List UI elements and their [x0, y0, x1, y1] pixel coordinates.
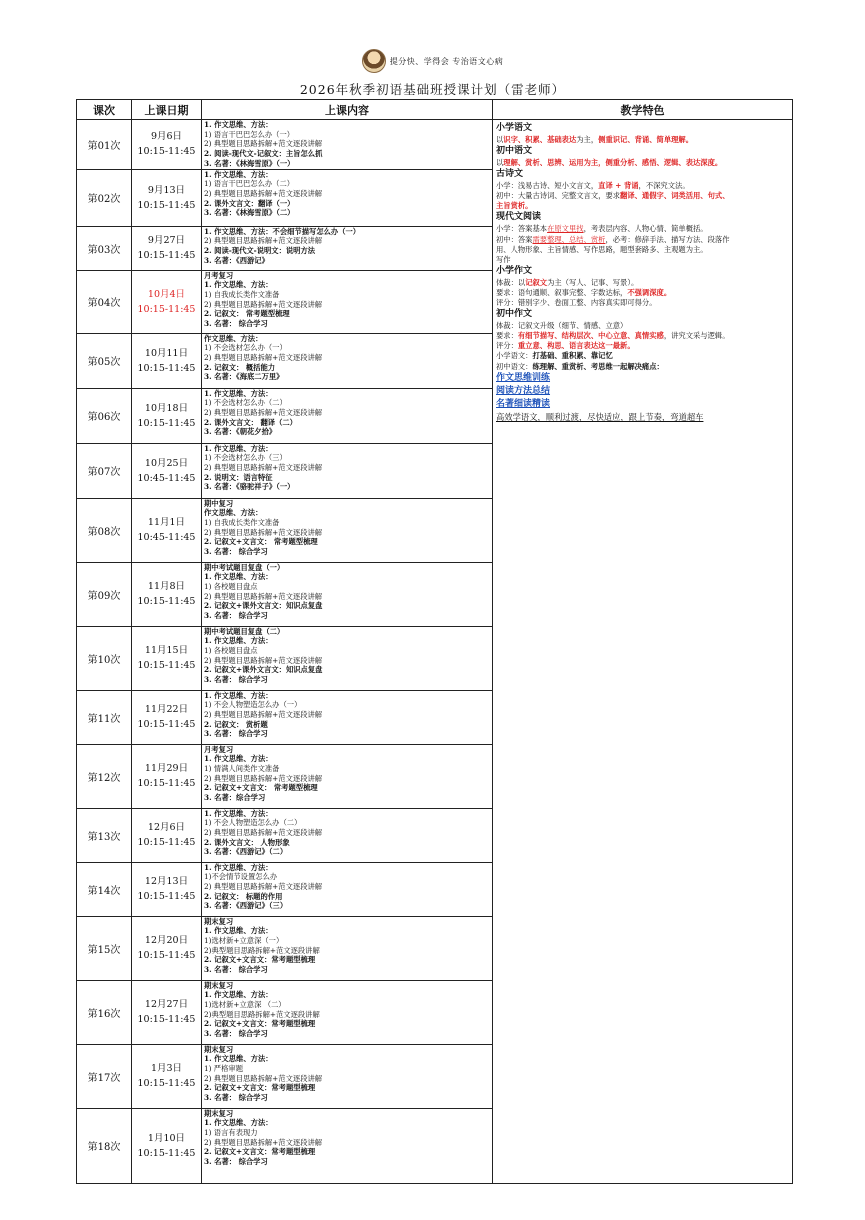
content-line: 1. 作文思维、方法：不会细节描写怎么办（一） [204, 226, 361, 236]
session-content [202, 562, 493, 626]
session-number: 第08次 [77, 498, 132, 562]
content-line: 期中考试题目复盘（二） [204, 626, 285, 636]
session-date [132, 226, 202, 270]
date-label: 9月27日 [147, 235, 186, 247]
session-number: 第06次 [77, 388, 132, 443]
content-line: 2) 典型题目思路拆解+范文逐段讲解 [204, 655, 323, 665]
session-number: 第11次 [77, 690, 132, 744]
slogan: 提分快、学得会 专治语文心病 [389, 56, 504, 66]
session-content [202, 626, 493, 690]
content-line: 1) 各校题目盘点 [204, 645, 258, 655]
content-line: 1) 不会选材怎么办（一） [204, 343, 287, 353]
content-line: 3. 名著：《林海雪原》（二） [204, 208, 295, 218]
date-label: 12月13日 [144, 876, 189, 888]
date-label: 11月22日 [144, 704, 189, 716]
content-line: 2. 课外文言文：翻译（一） [204, 198, 295, 208]
feature-line: 初中：大量古诗词、完整文言文，要求翻译、通假字、词类活用、句式、 [496, 191, 730, 201]
date-label: 12月6日 [147, 822, 186, 834]
content-line: 2)典型题目思路拆解+范文逐段讲解 [204, 945, 320, 955]
header-logo [0, 48, 865, 74]
feature-title-primary-composition: 小学作文 [496, 265, 533, 276]
content-line: 3. 名著：《西游记》 [204, 255, 269, 265]
content-line: 1) 语言有表现力 [204, 1127, 258, 1137]
content-line: 2) 典型题目思路拆解+范文逐段讲解 [204, 139, 323, 149]
document-title: 2026年秋季初语基础班授课计划（雷老师） [299, 82, 566, 97]
col-header-content: 上课内容 [202, 100, 493, 120]
content-line: 1. 作文思维、方法： [204, 636, 273, 646]
content-line: 3. 名著：《西游记》（二） [204, 847, 288, 857]
session-number: 第07次 [77, 443, 132, 498]
content-line: 3. 名著： 综合学习 [204, 1157, 268, 1167]
session-number: 第18次 [77, 1108, 132, 1183]
content-line: 2. 记叙文+文言文：常考题型梳理 [204, 1147, 316, 1157]
feature-line: 评分：重立意、构思、语言表达这一最新。 [496, 341, 635, 351]
content-line: 1. 作文思维、方法： [204, 690, 273, 700]
session-number: 第13次 [77, 808, 132, 862]
content-line: 3. 名著： 综合学习 [204, 675, 268, 685]
time-label: 10:45-11:45 [137, 532, 196, 544]
content-line: 月考复习 [204, 270, 234, 280]
date-label: 12月27日 [144, 999, 189, 1011]
content-line: 3. 名著：《海底二万里》 [204, 372, 284, 382]
session-number: 第02次 [77, 169, 132, 226]
content-line: 2. 记叙文+文言文：常考题型梳理 [204, 1019, 316, 1029]
feature-line: 小学：浅易古诗、短小文言文，直译 + 背诵，不深究文法。 [496, 181, 690, 191]
content-line: 3. 名著： 综合学习 [204, 1029, 268, 1039]
date-label: 1月10日 [147, 1132, 186, 1144]
content-line: 3. 名著： 综合学习 [204, 319, 268, 329]
content-line: 2) 典型题目思路拆解+范文逐段讲解 [204, 881, 323, 891]
session-date [132, 388, 202, 443]
content-line: 1. 作文思维、方法： [204, 388, 273, 398]
session-content [202, 120, 493, 170]
col-header-session: 课次 [77, 100, 132, 120]
content-line: 3. 名著： 综合学习 [204, 547, 268, 557]
content-line: 2) 典型题目思路拆解+范文逐段讲解 [204, 462, 323, 472]
content-line: 2) 典型题目思路拆解+范文逐段讲解 [204, 1073, 323, 1083]
content-line: 2) 典型题目思路拆解+范文逐段讲解 [204, 236, 323, 246]
content-line: 2. 记叙文： 赏析题 [204, 719, 268, 729]
content-line: 2. 记叙文+课外文言文：知识点复盘 [204, 665, 323, 675]
feature-title-poem: 古诗文 [496, 169, 524, 180]
content-line: 2. 课外文言文： 人物形象 [204, 837, 290, 847]
content-line: 1. 作文思维、方法： [204, 926, 273, 936]
feature-line: 小学语文：打基础、重积累、靠记忆 [496, 351, 613, 361]
link-classics-reading[interactable]: 名著细读精读 [496, 398, 551, 409]
session-date [132, 626, 202, 690]
session-content [202, 690, 493, 744]
content-line: 1. 作文思维、方法： [204, 120, 273, 129]
feature-title-modern: 现代文阅读 [496, 212, 542, 223]
session-date [132, 916, 202, 980]
content-line: 3. 名著：《林海雪原》（一） [204, 158, 295, 168]
content-line: 2) 典型题目思路拆解+范文逐段讲解 [204, 591, 323, 601]
date-label: 11月15日 [144, 645, 189, 657]
time-label: 10:15-11:45 [137, 146, 196, 158]
session-date [132, 270, 202, 333]
content-line: 期末复习 [204, 916, 234, 926]
content-line: 1. 作文思维、方法： [204, 169, 273, 179]
time-label: 10:15-11:45 [137, 660, 196, 672]
feature-line: 体裁：记叙文升级（细节、情感、立意） [496, 321, 628, 331]
content-line: 2) 典型题目思路拆解+范文逐段讲解 [204, 188, 323, 198]
session-number: 第01次 [77, 120, 132, 170]
session-content [202, 226, 493, 270]
content-line: 1. 作文思维、方法： [204, 443, 273, 453]
session-date [132, 862, 202, 916]
content-line: 期末复习 [204, 1108, 234, 1118]
feature-line: 主旨赏析。 [496, 201, 533, 211]
content-line: 1) 严格审题 [204, 1063, 243, 1073]
session-content [202, 744, 493, 808]
content-line: 期末复习 [204, 1044, 234, 1054]
table-row [77, 120, 793, 170]
content-line: 作文思维、方法： [204, 508, 263, 518]
date-label: 11月1日 [147, 517, 186, 529]
session-content [202, 388, 493, 443]
feature-title-junior: 初中语文 [496, 146, 533, 157]
session-date [132, 1044, 202, 1108]
content-line: 2. 记叙文+文言文： 常考题型梳理 [204, 537, 318, 547]
content-line: 1. 作文思维、方法： [204, 1118, 273, 1128]
features-panel [496, 122, 789, 424]
session-number: 第17次 [77, 1044, 132, 1108]
link-reading-methods[interactable]: 阅读方法总结 [496, 385, 551, 396]
date-label: 1月3日 [150, 1063, 183, 1075]
content-line: 期末复习 [204, 980, 234, 990]
session-content [202, 443, 493, 498]
time-label: 10:15-11:45 [137, 891, 196, 903]
feature-line: 以理解、赏析、思辨、运用为主，侧重分析、感悟、逻辑、表达深度。 [496, 158, 723, 168]
content-line: 2) 典型题目思路拆解+范文逐段讲解 [204, 352, 323, 362]
session-content [202, 333, 493, 388]
time-label: 10:15-11:45 [137, 719, 196, 731]
date-label: 10月11日 [144, 347, 189, 359]
session-number: 第14次 [77, 862, 132, 916]
session-content [202, 916, 493, 980]
col-header-date: 上课日期 [132, 100, 202, 120]
session-date [132, 443, 202, 498]
session-content [202, 169, 493, 226]
session-number: 第03次 [77, 226, 132, 270]
time-label: 10:15-11:45 [137, 1014, 196, 1026]
session-content [202, 808, 493, 862]
content-line: 2. 记叙文+文言文：常考题型梳理 [204, 1083, 316, 1093]
session-content [202, 270, 493, 333]
content-line: 1) 自我成长类作文准备 [204, 289, 280, 299]
content-line: 1) 不会选材怎么办（二） [204, 398, 287, 408]
time-label: 10:15-11:45 [137, 1147, 196, 1159]
feature-line: 以识字、积累、基础表达为主，侧重识记、背诵、简单理解。 [496, 135, 694, 144]
session-date [132, 333, 202, 388]
session-date [132, 120, 202, 170]
session-date [132, 1108, 202, 1183]
feature-line: 体裁：以记叙文为主（写人、记事、写景）。 [496, 277, 639, 287]
session-date [132, 690, 202, 744]
content-line: 期中复习 [204, 498, 234, 508]
time-label: 10:15-11:45 [137, 837, 196, 849]
content-line: 1) 不会人物塑造怎么办（二） [204, 818, 302, 828]
content-line: 2. 记叙文： 标题的作用 [204, 891, 283, 901]
content-line: 1) 自我成长类作文准备 [204, 517, 280, 527]
time-label: 10:15-11:45 [137, 199, 196, 211]
content-line: 2. 记叙文： 常考题型梳理 [204, 309, 290, 319]
closing-slogan: 高效学语文，顺利过渡，尽快适应，跟上节奏，弯道超车 [496, 411, 704, 422]
content-line: 3. 名著：《朝花夕拾》 [204, 427, 277, 437]
content-line: 2) 典型题目思路拆解+范文逐段讲解 [204, 299, 323, 309]
content-line: 3. 名著： 综合学习 [204, 611, 268, 621]
session-date [132, 169, 202, 226]
time-label: 10:15-11:45 [137, 250, 196, 262]
content-line: 2) 典型题目思路拆解+范文逐段讲解 [204, 407, 323, 417]
time-label: 10:15-11:45 [137, 596, 196, 608]
content-line: 1. 作文思维、方法： [204, 862, 273, 872]
content-line: 1. 作文思维、方法： [204, 280, 273, 290]
content-line: 2. 记叙文+文言文：常考题型梳理 [204, 955, 316, 965]
content-line: 2. 记叙文+课外文言文：知识点复盘 [204, 601, 323, 611]
session-number: 第05次 [77, 333, 132, 388]
session-number: 第12次 [77, 744, 132, 808]
teaching-features-cell [493, 120, 793, 1184]
session-number: 第15次 [77, 916, 132, 980]
content-line: 1)不会情节设置怎么办 [204, 872, 278, 882]
feature-line: 要求：语句通顺、叙事完整、字数达标，不强调深度。 [496, 287, 672, 297]
time-label: 10:45-11:45 [137, 472, 196, 484]
content-line: 2. 阅读-现代文-说明文：说明方法 [204, 245, 316, 255]
feature-line: 小学：答案基本在原文里找，考表层内容、人物心情、简单概括。 [496, 224, 708, 234]
content-line: 作文思维、方法： [204, 333, 263, 343]
col-header-features: 教学特色 [493, 100, 793, 120]
content-line: 3. 名著： 综合学习 [204, 1093, 268, 1103]
session-content [202, 862, 493, 916]
content-line: 1)选材新+立意深 （二） [204, 999, 286, 1009]
date-label: 10月25日 [144, 457, 189, 469]
content-line: 1) 情满人间类作文准备 [204, 763, 280, 773]
time-label: 10:15-11:45 [137, 778, 196, 790]
feature-line: 用、人物形象、主旨情感、写作思路，题型套路多、主观题为主。 [496, 244, 708, 254]
feature-line: 初中：答案需要整理、总结、赏析，必考：修辞手法、描写方法、段落作 [496, 234, 730, 244]
session-date [132, 562, 202, 626]
content-line: 1) 语言干巴巴怎么办（一） [204, 129, 295, 139]
content-line: 2. 记叙文： 概括能力 [204, 362, 276, 372]
feature-title-junior-composition: 初中作文 [496, 309, 533, 320]
date-label: 11月8日 [147, 581, 186, 593]
content-line: 1)选材新+立意深（一） [204, 935, 284, 945]
time-label: 10:15-11:45 [137, 950, 196, 962]
content-line: 2)典型题目思路拆解+范文逐段讲解 [204, 1009, 320, 1019]
session-number: 第16次 [77, 980, 132, 1044]
time-label: 10:15-11:45 [137, 303, 196, 315]
content-line: 2) 典型题目思路拆解+范文逐段讲解 [204, 827, 323, 837]
session-date [132, 498, 202, 562]
content-line: 1. 作文思维、方法： [204, 754, 273, 764]
date-label: 9月6日 [150, 131, 183, 143]
content-line: 2. 记叙文+文言文： 常考题型梳理 [204, 783, 318, 793]
date-label: 10月18日 [144, 402, 189, 414]
time-label: 10:15-11:45 [137, 362, 196, 374]
session-number: 第04次 [77, 270, 132, 333]
course-plan-table [76, 99, 793, 1184]
content-line: 1. 作文思维、方法： [204, 572, 273, 582]
content-line: 2) 典型题目思路拆解+范文逐段讲解 [204, 709, 323, 719]
feature-line: 评分：错别字少、卷面工整、内容真实即可得分。 [496, 298, 657, 308]
date-label: 12月20日 [144, 935, 189, 947]
content-line: 期中考试题目复盘（一） [204, 562, 285, 572]
session-content [202, 980, 493, 1044]
content-line: 1) 不会选材怎么办（三） [204, 453, 287, 463]
content-line: 1. 作文思维、方法： [204, 1054, 273, 1064]
content-line: 1. 作文思维、方法： [204, 990, 273, 1000]
content-line: 3. 名著：《骆驼祥子》（一） [204, 482, 295, 492]
session-number: 第10次 [77, 626, 132, 690]
content-line: 1) 不会人物塑造怎么办（一） [204, 700, 302, 710]
content-line: 1. 作文思维、方法： [204, 808, 273, 818]
feature-line: 要求：有细节描写、结构层次、中心立意、真情实感，讲究文采与逻辑。 [496, 331, 730, 341]
session-content [202, 1108, 493, 1183]
time-label: 10:15-11:45 [137, 417, 196, 429]
feature-title-primary: 小学语文 [496, 123, 533, 133]
content-line: 1) 语言干巴巴怎么办（二） [204, 179, 295, 189]
time-label: 10:15-11:45 [137, 1078, 196, 1090]
feature-line: 初中语文：练理解、重赏析、考思维一起解决痛点： [496, 361, 664, 371]
session-date [132, 808, 202, 862]
content-line: 2) 典型题目思路拆解+范文逐段讲解 [204, 1137, 323, 1147]
session-date [132, 980, 202, 1044]
session-number: 第09次 [77, 562, 132, 626]
content-line: 2. 说明文：语言特征 [204, 472, 273, 482]
content-line: 3. 名著： 综合学习 [204, 729, 268, 739]
session-content [202, 498, 493, 562]
content-line: 2. 阅读-现代文-记叙文：主旨怎么抓 [204, 149, 323, 159]
table-header-row [77, 100, 793, 120]
content-line: 2. 课外文言文： 翻译（二） [204, 417, 297, 427]
date-label: 11月29日 [144, 763, 189, 775]
link-composition-training[interactable]: 作文思维训练 [496, 372, 551, 383]
content-line: 2) 典型题目思路拆解+范文逐段讲解 [204, 527, 323, 537]
content-line: 3. 名著：综合学习 [204, 793, 266, 803]
teacher-avatar [362, 49, 386, 73]
date-label: 10月4日 [147, 288, 186, 300]
content-line: 2) 典型题目思路拆解+范文逐段讲解 [204, 773, 323, 783]
date-label: 9月13日 [147, 184, 186, 196]
content-line: 3. 名著： 综合学习 [204, 965, 268, 975]
content-line: 1) 各校题目盘点 [204, 581, 258, 591]
content-line: 月考复习 [204, 744, 234, 754]
session-content [202, 1044, 493, 1108]
feature-line: 写作 [496, 254, 511, 264]
content-line: 3. 名著：《西游记》（三） [204, 901, 288, 911]
session-date [132, 744, 202, 808]
